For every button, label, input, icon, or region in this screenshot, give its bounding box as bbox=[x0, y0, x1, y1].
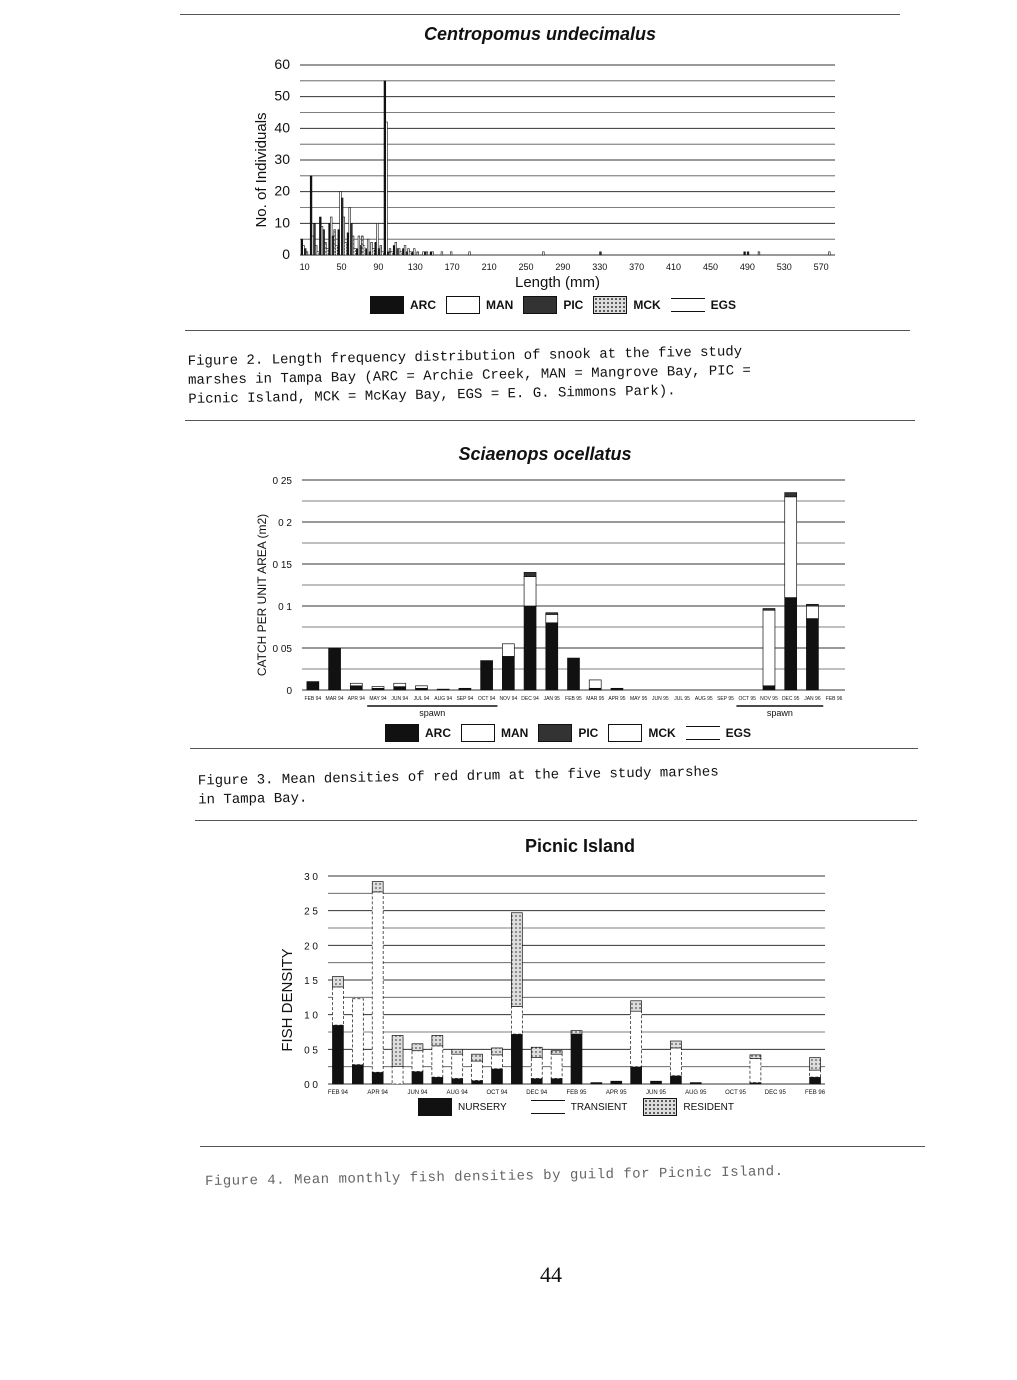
x-tick-label: 170 bbox=[444, 262, 460, 272]
legend-mck bbox=[593, 296, 660, 314]
x-tick-label: MAY 94 bbox=[369, 696, 387, 702]
x-tick-label: DEC 94 bbox=[526, 1090, 548, 1096]
bar-man bbox=[394, 683, 406, 686]
legend-arc bbox=[370, 296, 436, 314]
bar-arc bbox=[611, 688, 623, 690]
bar-man bbox=[785, 497, 797, 598]
bar-arc bbox=[481, 661, 493, 690]
bar-egs bbox=[326, 249, 328, 255]
bar-arc bbox=[329, 648, 341, 690]
fig3-caption: Figure 3. Mean densities of red drum at the five study marshes in Tampa Bay. bbox=[197, 764, 719, 809]
bar-resident bbox=[571, 1031, 582, 1034]
x-axis-label: Length (mm) bbox=[514, 274, 601, 291]
bar-man bbox=[524, 577, 536, 606]
x-tick-label: AUG 95 bbox=[685, 1090, 707, 1096]
legend-label: EGS bbox=[725, 726, 752, 740]
bar-nursery bbox=[690, 1083, 701, 1084]
bar-arc bbox=[502, 656, 514, 690]
bar-transient bbox=[352, 999, 363, 1065]
bar-pic bbox=[763, 609, 775, 611]
legend-label: PIC bbox=[578, 726, 599, 740]
bar-resident bbox=[631, 1001, 642, 1011]
bar-egs bbox=[345, 242, 347, 255]
bar-pic bbox=[785, 493, 797, 497]
x-tick-label: JAN 95 bbox=[543, 696, 560, 702]
x-tick-label: MAY 95 bbox=[629, 696, 648, 702]
bar-man bbox=[502, 644, 514, 657]
x-tick-label: 370 bbox=[629, 262, 645, 272]
x-tick-label: DEC 95 bbox=[781, 696, 800, 702]
fig3-top-rule bbox=[185, 420, 915, 421]
page-number: 44 bbox=[540, 1262, 562, 1287]
bar-resident bbox=[412, 1044, 423, 1051]
legend-swatch bbox=[385, 724, 419, 742]
legend-arc bbox=[385, 724, 451, 742]
y-axis-label: FISH DENSITY bbox=[279, 948, 296, 1052]
y-tick-label: 20 bbox=[274, 182, 290, 199]
x-tick-label: 330 bbox=[592, 262, 608, 272]
bar-man bbox=[828, 252, 830, 255]
y-tick-label: 1 0 bbox=[304, 1010, 318, 1022]
x-tick-label: NOV 94 bbox=[499, 696, 518, 702]
fig4-chart bbox=[270, 862, 845, 1100]
bar-nursery bbox=[531, 1078, 542, 1084]
legend-swatch bbox=[686, 726, 720, 740]
fig2-bottom-rule bbox=[185, 330, 910, 331]
fig3-legend bbox=[385, 724, 761, 742]
legend-pic bbox=[523, 296, 583, 314]
bar-resident bbox=[531, 1047, 542, 1057]
bar-egs bbox=[391, 252, 393, 255]
fig2-chart bbox=[180, 50, 840, 295]
x-tick-label: FEB 95 bbox=[566, 1090, 587, 1096]
bar-man bbox=[543, 252, 545, 255]
bar-nursery bbox=[432, 1077, 443, 1084]
bar-mck bbox=[306, 252, 308, 255]
x-tick-label: 10 bbox=[299, 262, 310, 272]
bar-transient bbox=[452, 1054, 463, 1078]
bar-resident bbox=[472, 1054, 483, 1061]
bar-resident bbox=[372, 882, 383, 892]
x-tick-label: OCT 94 bbox=[477, 696, 496, 702]
y-tick-label: 0 0 bbox=[304, 1080, 318, 1091]
bar-arc bbox=[806, 619, 818, 690]
legend-swatch bbox=[643, 1098, 677, 1116]
bar-transient bbox=[511, 1006, 522, 1034]
y-tick-label: 2 5 bbox=[304, 906, 318, 918]
x-tick-label: OCT 95 bbox=[725, 1090, 746, 1096]
bar-egs bbox=[382, 252, 384, 255]
y-tick-label: 10 bbox=[274, 214, 290, 231]
bar-man bbox=[546, 614, 558, 622]
x-tick-label: 90 bbox=[373, 262, 384, 272]
fig3-chart-title: Sciaenops ocellatus bbox=[458, 444, 632, 464]
x-tick-label: OCT 94 bbox=[486, 1090, 508, 1096]
fig4-chart-title: Picnic Island bbox=[524, 836, 636, 856]
legend-resident bbox=[643, 1098, 734, 1116]
bar-arc bbox=[785, 598, 797, 690]
x-tick-label: SEP 95 bbox=[717, 696, 734, 702]
fig4-legend bbox=[418, 1098, 744, 1116]
y-tick-label: 0 5 bbox=[304, 1045, 318, 1057]
fig3-bottom-rule bbox=[190, 748, 918, 749]
legend-swatch bbox=[538, 724, 572, 742]
bar-nursery bbox=[412, 1072, 423, 1084]
bar-man bbox=[350, 683, 362, 686]
bar-egs bbox=[372, 249, 374, 255]
bar-arc bbox=[568, 658, 580, 690]
bar-nursery bbox=[372, 1072, 383, 1084]
x-tick-label: SEP 94 bbox=[456, 696, 474, 702]
legend-swatch bbox=[446, 296, 480, 314]
legend-label: MCK bbox=[633, 298, 661, 312]
bar-nursery bbox=[571, 1034, 582, 1084]
bar-arc bbox=[524, 606, 536, 690]
x-tick-label: NOV 95 bbox=[760, 696, 778, 702]
spawn-label: spawn bbox=[766, 708, 793, 718]
y-tick-label: 0 2 bbox=[278, 518, 292, 529]
legend-swatch bbox=[461, 724, 495, 742]
bar-egs bbox=[354, 249, 356, 255]
fig4-caption: Figure 4. Mean monthly fish densities by guild for Picnic Island. bbox=[204, 1163, 784, 1191]
y-tick-label: 40 bbox=[274, 119, 290, 136]
legend-swatch bbox=[608, 724, 642, 742]
bar-mck bbox=[380, 246, 382, 256]
legend-label: MCK bbox=[648, 726, 676, 740]
bar-resident bbox=[750, 1055, 761, 1058]
bar-transient bbox=[531, 1058, 542, 1079]
bar-transient bbox=[750, 1058, 761, 1082]
x-tick-label: JAN 96 bbox=[804, 696, 821, 702]
bar-transient bbox=[670, 1048, 681, 1076]
top-rule bbox=[180, 14, 900, 15]
x-tick-label: DEC 94 bbox=[521, 696, 539, 702]
bar-arc bbox=[459, 688, 471, 690]
x-tick-label: 250 bbox=[518, 262, 534, 272]
bar-nursery bbox=[452, 1078, 463, 1084]
bar-transient bbox=[412, 1051, 423, 1072]
bar-arc bbox=[307, 682, 319, 690]
legend-pic bbox=[538, 724, 598, 742]
fig2-legend bbox=[370, 296, 746, 314]
legend-swatch bbox=[370, 296, 404, 314]
spawn-label: spawn bbox=[419, 708, 446, 718]
legend-egs bbox=[686, 726, 751, 740]
bar-pic bbox=[747, 252, 749, 255]
x-tick-label: AUG 94 bbox=[446, 1090, 468, 1096]
bar-man bbox=[415, 686, 427, 689]
x-tick-label: 530 bbox=[776, 262, 792, 272]
x-tick-label: APR 95 bbox=[608, 696, 626, 702]
bar-pic bbox=[806, 604, 818, 606]
bar-arc bbox=[763, 686, 775, 690]
bar-man bbox=[441, 252, 443, 255]
bar-resident bbox=[452, 1049, 463, 1054]
legend-transient bbox=[531, 1100, 628, 1114]
bar-pic bbox=[524, 572, 536, 576]
bar-nursery bbox=[352, 1065, 363, 1084]
bar-arc bbox=[394, 687, 406, 690]
bar-nursery bbox=[631, 1067, 642, 1084]
bar-man bbox=[589, 680, 601, 688]
bar-transient bbox=[332, 987, 343, 1025]
legend-man bbox=[461, 724, 528, 742]
x-tick-label: FEB 96 bbox=[825, 696, 843, 702]
legend-label: RESIDENT bbox=[683, 1101, 734, 1113]
fig4-bottom-rule bbox=[200, 1146, 925, 1147]
bar-resident bbox=[492, 1048, 503, 1055]
bar-egs bbox=[363, 246, 365, 256]
x-tick-label: AUG 94 bbox=[434, 696, 453, 702]
legend-label: NURSERY bbox=[458, 1101, 507, 1113]
x-tick-label: 290 bbox=[555, 262, 571, 272]
x-tick-label: 490 bbox=[739, 262, 755, 272]
bar-man bbox=[450, 252, 452, 255]
bar-nursery bbox=[670, 1076, 681, 1084]
x-tick-label: JUL 94 bbox=[413, 696, 430, 702]
bar-nursery bbox=[651, 1081, 662, 1084]
x-tick-label: APR 94 bbox=[367, 1090, 389, 1096]
x-tick-label: APR 94 bbox=[347, 696, 365, 702]
bar-resident bbox=[670, 1041, 681, 1048]
x-tick-label: JUN 94 bbox=[391, 696, 409, 702]
bar-resident bbox=[810, 1058, 821, 1070]
bar-transient bbox=[392, 1067, 403, 1084]
bar-nursery bbox=[511, 1034, 522, 1084]
legend-label: MAN bbox=[486, 298, 514, 312]
x-tick-label: 450 bbox=[702, 262, 718, 272]
bar-resident bbox=[511, 913, 522, 1007]
x-tick-label: OCT 95 bbox=[738, 696, 756, 702]
bar-resident bbox=[432, 1035, 443, 1045]
x-tick-label: DEC 95 bbox=[764, 1090, 786, 1096]
bar-man bbox=[372, 687, 384, 689]
bar-nursery bbox=[551, 1078, 562, 1084]
legend-label: EGS bbox=[710, 298, 737, 312]
y-tick-label: 2 0 bbox=[304, 941, 318, 953]
bar-egs bbox=[409, 252, 411, 255]
y-axis-label: CATCH PER UNIT AREA (m2) bbox=[255, 513, 269, 677]
bar-transient bbox=[631, 1011, 642, 1066]
x-tick-label: FEB 94 bbox=[327, 1090, 348, 1096]
bar-pic bbox=[546, 613, 558, 615]
legend-label: MAN bbox=[501, 726, 529, 740]
bar-nursery bbox=[472, 1081, 483, 1084]
bar-transient bbox=[372, 892, 383, 1072]
bar-resident bbox=[332, 977, 343, 987]
bar-egs bbox=[400, 252, 402, 255]
x-tick-label: JUN 95 bbox=[652, 696, 669, 702]
x-tick-label: MAR 94 bbox=[325, 696, 344, 702]
y-tick-label: 50 bbox=[274, 87, 290, 104]
y-tick-label: 0 1 bbox=[278, 602, 292, 613]
bar-resident bbox=[392, 1035, 403, 1066]
legend-swatch bbox=[531, 1100, 565, 1114]
y-tick-label: 3 0 bbox=[304, 872, 318, 883]
legend-mck bbox=[608, 724, 675, 742]
bar-mck bbox=[426, 252, 428, 255]
bar-mck bbox=[758, 252, 760, 255]
fig2-chart-title: Centropomus undecimalus bbox=[423, 24, 657, 44]
bar-arc bbox=[546, 623, 558, 690]
y-tick-label: 0 25 bbox=[272, 476, 292, 487]
x-tick-label: JUN 95 bbox=[646, 1090, 667, 1096]
bar-man bbox=[413, 249, 415, 255]
y-tick-label: 0 bbox=[282, 246, 290, 262]
bar-mck bbox=[417, 252, 419, 255]
x-tick-label: MAR 95 bbox=[586, 696, 605, 702]
bar-transient bbox=[810, 1070, 821, 1077]
x-tick-label: 50 bbox=[336, 262, 347, 272]
x-tick-label: APR 95 bbox=[605, 1090, 627, 1096]
bar-nursery bbox=[591, 1083, 602, 1084]
fig4-top-rule bbox=[195, 820, 917, 821]
legend-label: PIC bbox=[563, 298, 584, 312]
bar-egs bbox=[336, 246, 338, 256]
y-tick-label: 30 bbox=[274, 151, 290, 167]
y-tick-label: 0 bbox=[286, 686, 292, 697]
legend-swatch bbox=[593, 296, 627, 314]
x-tick-label: FEB 94 bbox=[304, 696, 322, 702]
legend-swatch bbox=[418, 1098, 452, 1116]
y-tick-label: 0 05 bbox=[272, 644, 292, 655]
legend-swatch bbox=[523, 296, 557, 314]
bar-transient bbox=[551, 1054, 562, 1078]
x-tick-label: FEB 95 bbox=[565, 696, 582, 702]
bar-mck bbox=[315, 246, 317, 256]
y-tick-label: 1 5 bbox=[304, 976, 318, 987]
bar-transient bbox=[432, 1046, 443, 1077]
bar-nursery bbox=[492, 1069, 503, 1084]
bar-egs bbox=[317, 252, 319, 255]
x-tick-label: JUN 94 bbox=[407, 1090, 428, 1096]
bar-resident bbox=[551, 1051, 562, 1054]
bar-man bbox=[432, 252, 434, 255]
bar-nursery bbox=[810, 1077, 821, 1084]
bar-man bbox=[763, 610, 775, 686]
legend-swatch bbox=[671, 298, 705, 312]
x-tick-label: 410 bbox=[666, 262, 682, 272]
legend-label: ARC bbox=[410, 298, 436, 312]
legend-label: TRANSIENT bbox=[570, 1101, 628, 1113]
bar-man bbox=[386, 122, 388, 255]
legend-egs bbox=[671, 298, 736, 312]
y-tick-label: 0 15 bbox=[272, 560, 292, 571]
fig2-caption: Figure 2. Length frequency distribution of snook at the five study marshes in Tampa Bay (ARC = Archie Creek, MAN = Mangrove Bay, PIC = Picnic Island, MCK = McKay Bay, EGS = E. G. Simmons Park). bbox=[187, 344, 751, 408]
x-tick-label: 130 bbox=[407, 262, 423, 272]
bar-arc bbox=[350, 686, 362, 690]
x-tick-label: 570 bbox=[813, 262, 829, 272]
x-tick-label: 210 bbox=[481, 262, 497, 272]
bar-nursery bbox=[332, 1025, 343, 1084]
legend-nursery bbox=[418, 1098, 507, 1116]
x-tick-label: AUG 95 bbox=[694, 696, 713, 702]
bar-man bbox=[469, 252, 471, 255]
x-tick-label: FEB 96 bbox=[805, 1090, 826, 1096]
bar-transient bbox=[472, 1061, 483, 1080]
bar-man bbox=[806, 606, 818, 619]
bar-transient bbox=[492, 1055, 503, 1069]
bar-pic bbox=[600, 252, 602, 255]
legend-label: ARC bbox=[425, 726, 451, 740]
y-axis-label: No. of Individuals bbox=[253, 112, 270, 228]
y-tick-label: 60 bbox=[274, 56, 290, 72]
bar-nursery bbox=[611, 1081, 622, 1084]
x-tick-label: JUL 95 bbox=[674, 696, 690, 702]
fig3-chart bbox=[190, 466, 855, 720]
bar-arc bbox=[437, 689, 449, 690]
bar-arc bbox=[744, 252, 746, 255]
legend-man bbox=[446, 296, 513, 314]
